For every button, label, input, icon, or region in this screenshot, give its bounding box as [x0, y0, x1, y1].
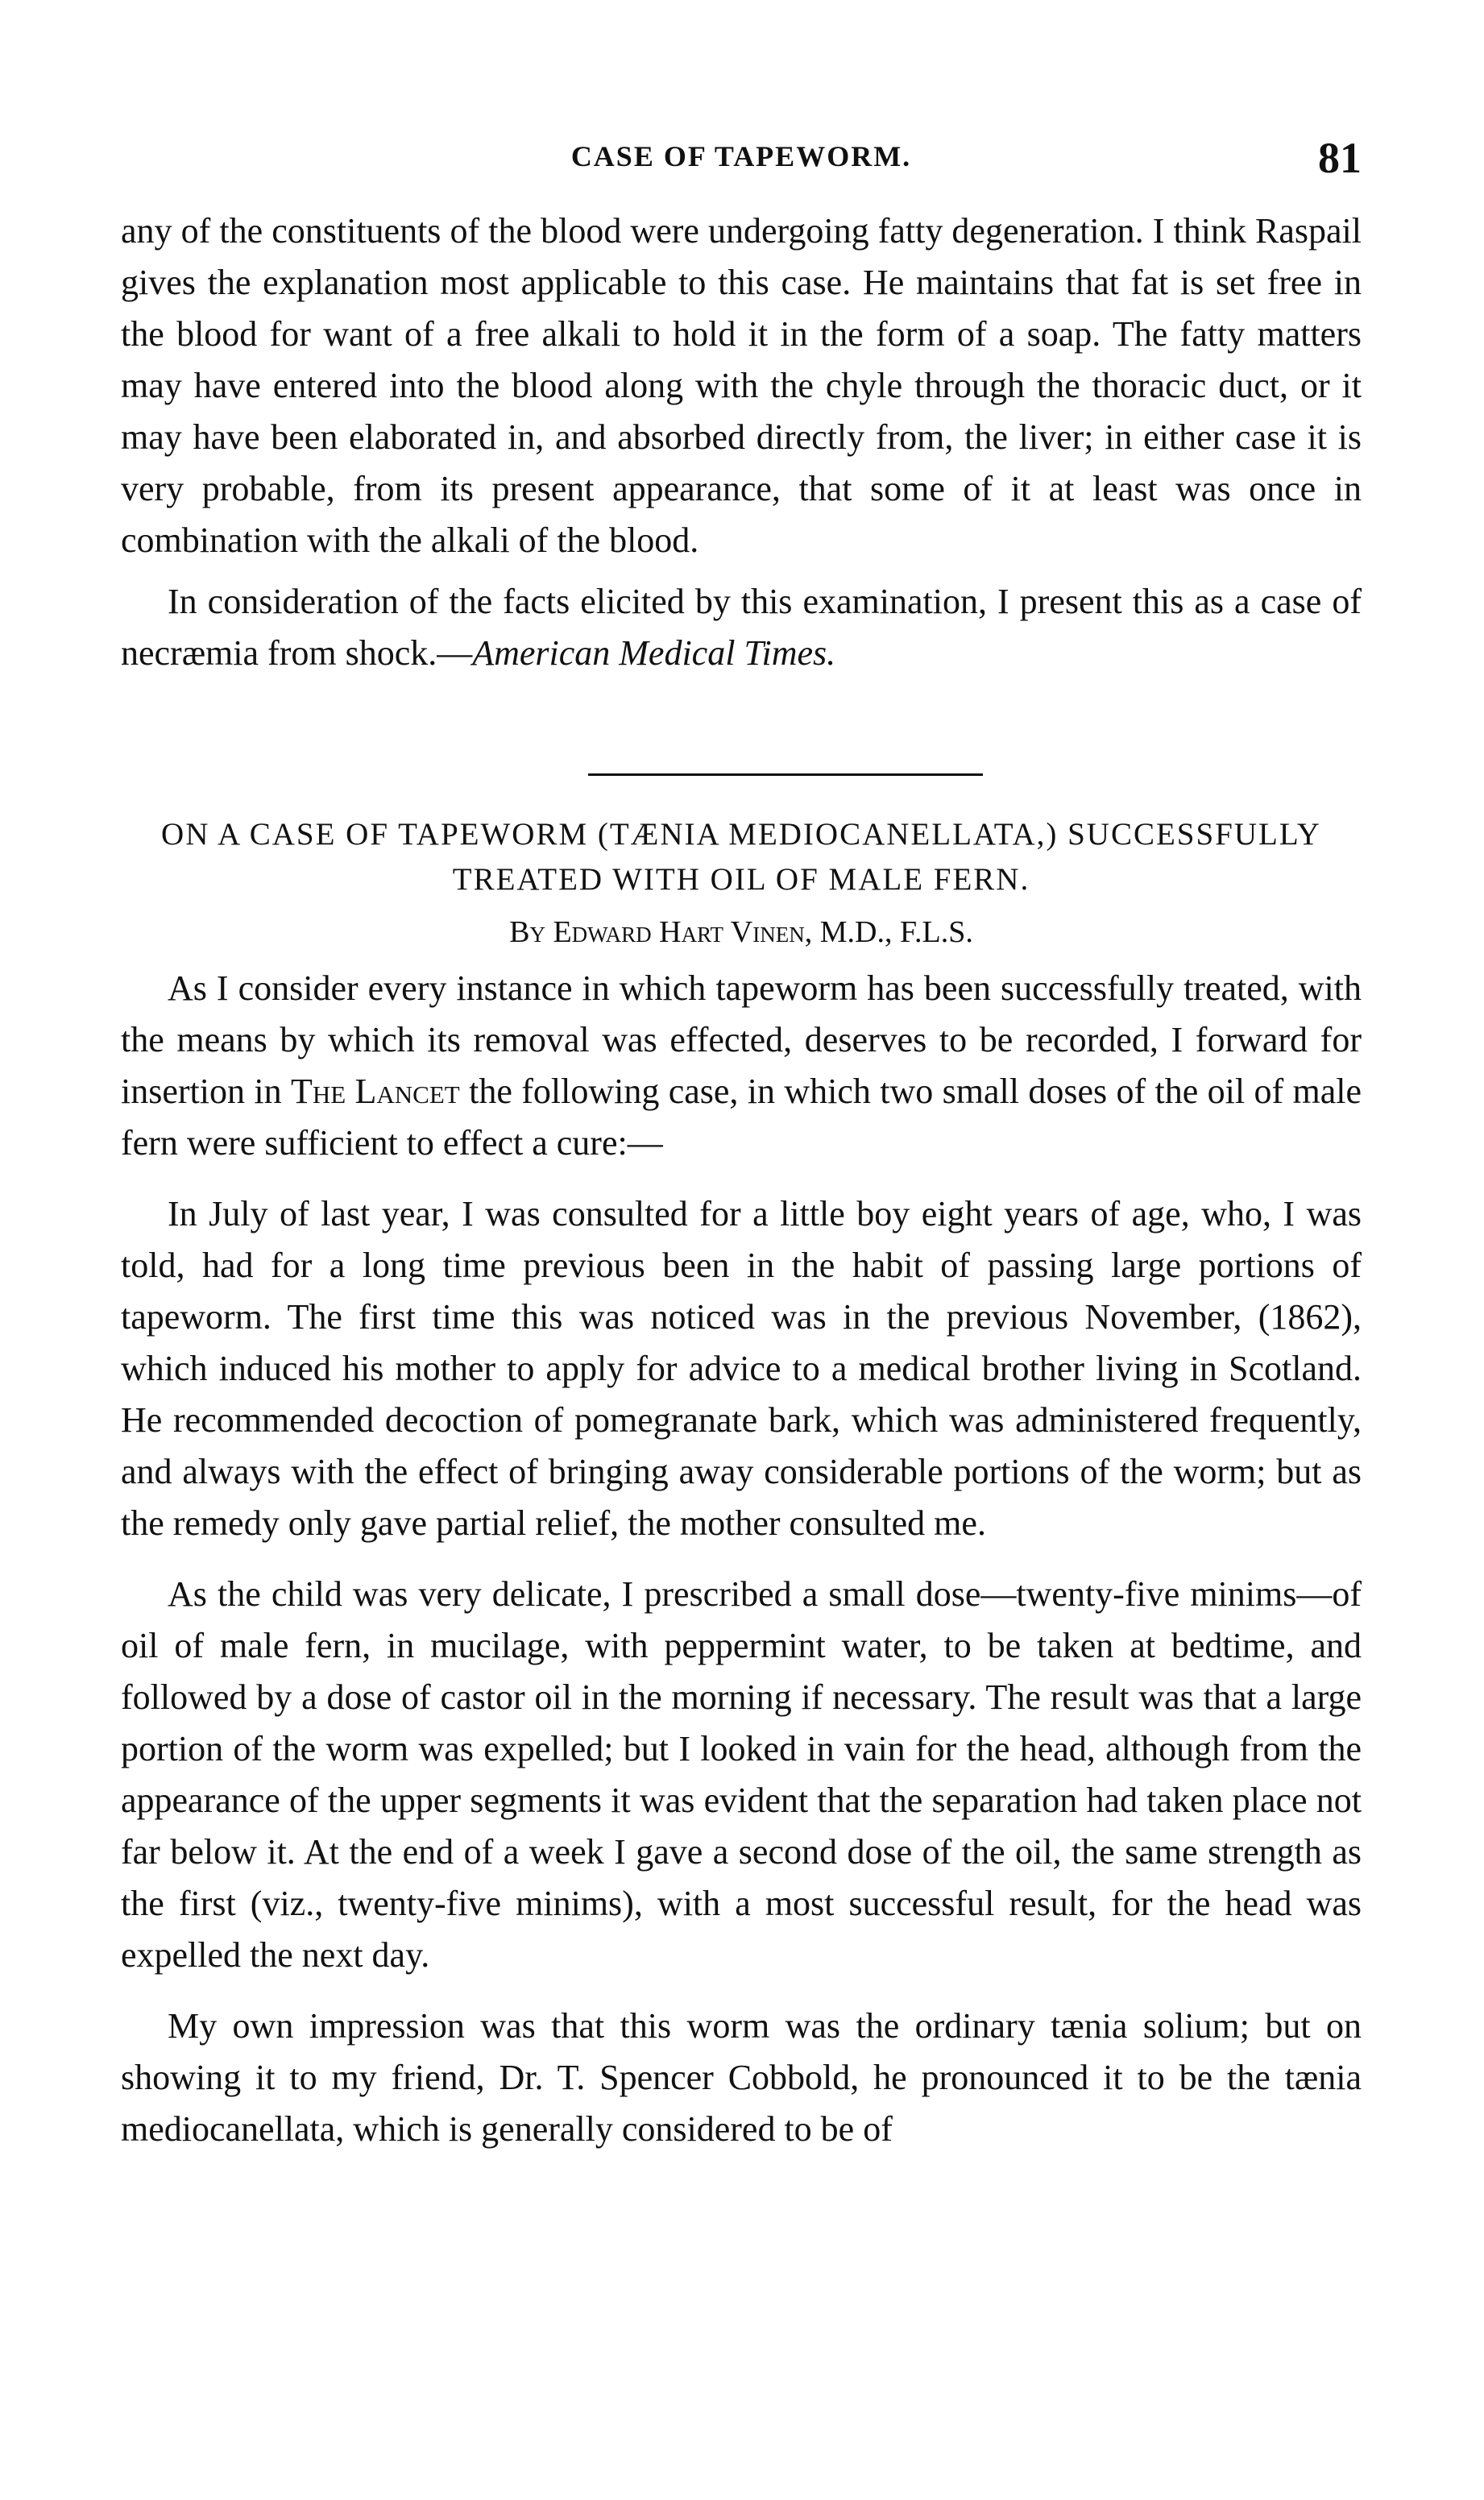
running-header — [121, 133, 1362, 189]
source-citation: American Medical Times. — [472, 633, 836, 673]
paragraph-text-end: the following case, in which two small doses of the oil of male fern were sufficient to effect a cure:— — [121, 1072, 1362, 1163]
article-continuation — [121, 205, 1362, 679]
running-title: CASE OF TAPEWORM. — [570, 140, 912, 172]
article-paragraph: My own impression was that this worm was the ordinary tænia solium; but on showing it to my friend, Dr. T. Spencer Cobbold, he pronounced it to be the tænia mediocanellata, which is generally considered to be of — [121, 2006, 1362, 2149]
article-paragraph: As the child was very delicate, I prescribed a small dose—twenty-five minims—of oil of male fern, in mucilage, with peppermint water, to be taken at bedtime, and followed by a dose of castor oil in the morning if necessary. The result was that a large portion of the worm was expelled; but I looked in vain for the head, although from the appearance of the upper segments it was evident that the separation had taken place not far below it. At the end of a week I gave a second dose of the oil, the same strength as the first (viz., twenty-five minims), with a most successful result, for the head was expelled the next day. — [121, 1574, 1362, 1975]
article-body — [121, 963, 1362, 2155]
continuation-paragraph: any of the constituents of the blood were undergoing fatty degeneration. I think Raspail gives the explanation most applicable to this case. He maintains that fat is set free in the blood for want of a free alkali to hold it in the form of a soap. The fatty matters may have entered into the blood along with the chyle through the thoracic duct, or it may have been elaborated in, and absorbed directly from, the liver; in either case it is very probable, from its present appearance, that some of it at least was once in combination with the alkali of the blood. — [121, 211, 1362, 560]
paragraph-text-start: As I consider every instance in which tapeworm has been successfully treated, with the means by which its removal was effected, deserves to be recorded, I forward for insertion in — [121, 968, 1362, 1111]
section-divider — [588, 773, 983, 776]
closing-paragraph-text: In consideration of the facts elicited by this examination, I present this as a case of necræmia from shock.— — [121, 582, 1362, 673]
journal-name: The Lancet — [290, 1072, 460, 1111]
article-paragraph: In July of last year, I was consulted for a little boy eight years of age, who, I was told, had for a long time previous been in the habit of passing large portions of tapeworm. The first time this was noticed was in the previous November, (1862), which induced his mother to apply for advice to a medical brother living in Scotland. He recommended decoction of pomegranate bark, which was administered frequently, and always with the effect of bringing away considerable portions of the worm; but as the remedy only gave partial relief, the mother consulted me. — [121, 1194, 1362, 1543]
article-title: ON A CASE OF TAPEWORM (TÆNIA MEDIOCANELLATA,) SUCCESSFULLY TREATED WITH OIL OF MALE FERN. — [161, 817, 1321, 897]
article-paragraph — [121, 963, 1362, 1169]
page-number: 81 — [1318, 134, 1362, 182]
closing-paragraph — [121, 576, 1362, 679]
article-byline: By Edward Hart Vinen, M.D., F.L.S. — [509, 915, 973, 949]
